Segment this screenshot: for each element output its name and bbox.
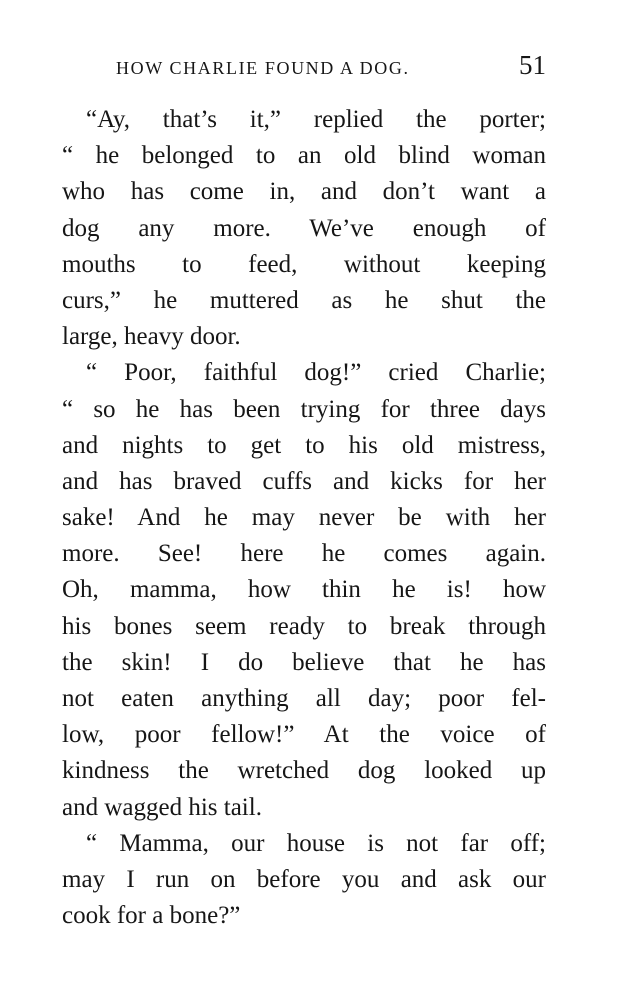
text-line: cook for a bone?” <box>62 902 241 930</box>
text-line: “Ay, that’s it,” replied the porter; <box>86 106 546 133</box>
paragraph <box>62 102 546 355</box>
text-line: and has braved cuffs and kicks for her <box>62 467 546 495</box>
text-line: and wagged his tail. <box>62 793 262 821</box>
text-line: may I run on before you and ask our <box>62 865 546 893</box>
text-line: “ he belonged to an old blind woman <box>62 142 546 170</box>
page-number: 51 <box>519 50 546 80</box>
text-line: “ Poor, faithful dog!” cried Charlie; <box>86 359 546 387</box>
text-line: kindness the wretched dog looked up <box>62 757 546 785</box>
text-line: dog any more. We’ve enough of <box>62 214 546 242</box>
text-line: his bones seem ready to break through <box>62 612 546 640</box>
text-line: curs,” he muttered as he shut the <box>62 286 546 314</box>
text-line: mouths to feed, without keeping <box>62 250 546 278</box>
running-title: HOW CHARLIE FOUND A DOG. <box>116 58 410 78</box>
paragraph <box>62 355 546 825</box>
text-line: not eaten anything all day; poor fel- <box>62 685 546 712</box>
paragraph <box>62 826 546 935</box>
text-line: “ Mamma, our house is not far off; <box>86 829 546 857</box>
text-line: large, heavy door. <box>62 323 241 351</box>
text-line: Oh, mamma, how thin he is! how <box>62 576 546 604</box>
text-line: and nights to get to his old mistress, <box>62 431 546 459</box>
text-line: sake! And he may never be with her <box>62 504 546 532</box>
text-line: who has come in, and don’t want a <box>62 178 546 206</box>
text-line: low, poor fellow!” At the voice of <box>62 721 546 749</box>
text-line: “ so he has been trying for three days <box>62 395 546 423</box>
text-line: more. See! here he comes again. <box>62 540 546 568</box>
body-text <box>62 102 546 934</box>
text-line: the skin! I do believe that he has <box>62 648 546 676</box>
running-head <box>116 50 546 84</box>
